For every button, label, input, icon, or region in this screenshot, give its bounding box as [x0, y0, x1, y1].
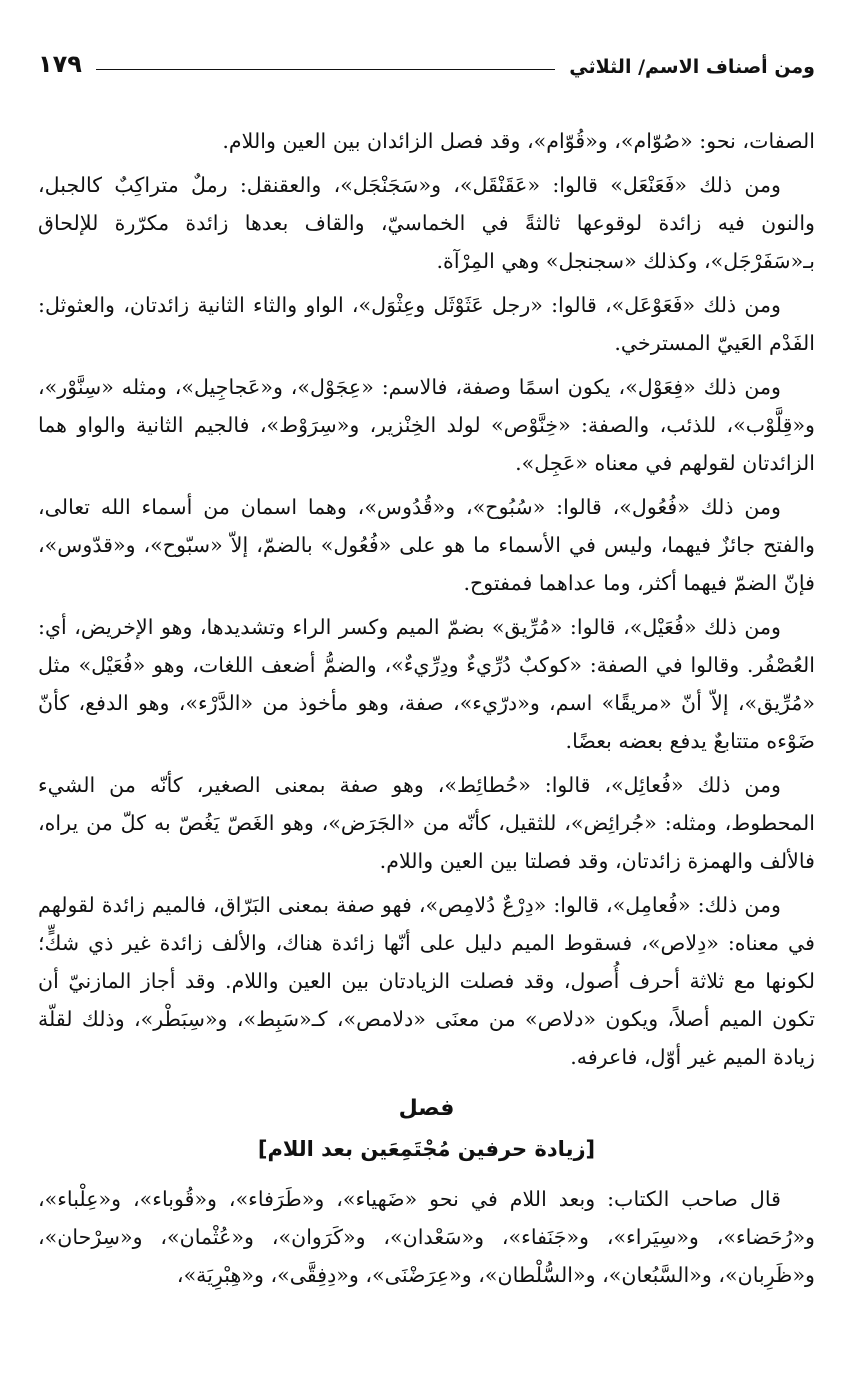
paragraph: ومن ذلك: «فُعامِل»، قالوا: «دِرْعٌ دُلامِص»، فهو صفة بمعنى البَرّاق، فالميم زائدة لقولهم في معناه: «دِلاص»، فسقوط الميم دليل على أنّها زائدة هناك، والألف زائدة غير ذي شكٍّ؛ لكونها مع ثلاثة أحرف أُصول، وقد فصلت الزيادتان بين العين واللام. وقد أجاز المازنيّ أن تكون الميم أصلاً، ويكون «دلاص» من معنَى «دلامص»، كـ«سَبِط»، و«سِبَطْر»، وذلك لقلّة زيادة الميم غير أوّل، فاعرفه.: [38, 893, 815, 1069]
paragraph: ومن ذلك «فَعَنْعَل» قالوا: «عَقَنْقَل»، و«سَجَنْجَل»، والعقنقل: رملٌ متراكِبٌ كالجبل، والنون فيه زائدة لوقوعها ثالثةً في الخماسيّ، والقاف بعدها زائدة مكرّرة للإلحاق بـ«سَفَرْجَل»، وكذلك «سجنجل» وهي المِرْآة.: [38, 173, 815, 273]
running-header: [38, 38, 815, 78]
paragraph: ومن ذلك «فَعَوْعَل»، قالوا: «رجل عَثَوْثَل وعِثْوَل»، الواو والثاء الثانية زائدتان، والعثوثل: الفَدْم العَييّ المسترخي.: [38, 293, 815, 355]
section-subheading: [زيادة حرفين مُجْتَمِعَين بعد اللام]: [257, 1137, 596, 1161]
page-number: ١٧٩: [38, 50, 82, 78]
paragraph: ومن ذلك «فُعُول»، قالوا: «سُبُوح»، و«قُدُوس»، وهما اسمان من أسماء الله تعالى، والفتح جائزٌ فيهما، وليس في الأسماء ما هو على «فُعُول» بالضمّ، إلاّ «سبّوح»، و«قدّوس»، فإنّ الضمّ فيهما أكثر، وما عداهما فمفتوح.: [38, 495, 815, 595]
paragraph: ومن ذلك «فِعَوْل»، يكون اسمًا وصفة، فالاسم: «عِجَوْل»، و«عَجاجِيل»، ومثله «سِنَّوْر»، و«قِلَّوْب»، للذئب، والصفة: «خِنَّوْص» لولد الخِنْزير، و«سِرَوْط»، فالجيم الثانية والواو هما الزائدتان لقولهم في معناه «عَجِل».: [38, 375, 815, 475]
section-heading: فصل: [398, 1096, 455, 1121]
quoted-text-block: [38, 1180, 815, 1294]
header-rule: [96, 69, 555, 70]
paragraph: ومن ذلك «فُعائِل»، قالوا: «حُطائِط»، وهو صفة بمعنى الصغير، كأنّه من الشيء المحطوط، ومثله: «جُرائِض»، للثقيل، كأنّه من «الجَرَض»، وهو الغَصّ يَغُصّ به كلّ من يراه، فالألف والهمزة زائدتان، وقد فصلتا بين العين واللام.: [38, 773, 815, 873]
running-title: ومن أصناف الاسم/ الثلاثي: [569, 56, 815, 78]
quote-paragraph: قال صاحب الكتاب: وبعد اللام في نحو «ضَهياء»، و«طَرَفاء»، و«قُوباء»، و«عِلْباء»، و«رُحَضاء»، و«سِيَراء»، و«جَنَفاء»، و«سَعْدان»، و«كَرَوان»، و«عُثْمان»، و«سِرْحان»، و«ظَرِبان»، و«السَّبُعان»، و«السُّلْطان»، و«عِرَضْنَى»، و«دِفِقَّى»، و«هِبْرِيَة»،: [38, 1187, 815, 1287]
paragraph: ومن ذلك «فُعَيْل»، قالوا: «مُرِّيق» بضمّ الميم وكسر الراء وتشديدها، وهو الإخريض، أي: العُصْفُر. وقالوا في الصفة: «كوكبٌ دُرِّيءٌ ودِرِّيءٌ»، والضمُّ أضعف اللغات، وهو «فُعَيْل» مثل «مُرِّيق»، إلاّ أنّ «مريقًا» اسم، و«درّيء»، صفة، وهو مأخوذ من «الدَّرْء»، وهو الدفع، كأنّ ضَوْءه متتابعٌ يدفع بعضه بعضًا.: [38, 615, 815, 753]
body-text: [38, 122, 815, 1076]
paragraph: الصفات، نحو: «صُوّام»، و«قُوّام»، وقد فصل الزائدان بين العين واللام.: [222, 129, 815, 153]
